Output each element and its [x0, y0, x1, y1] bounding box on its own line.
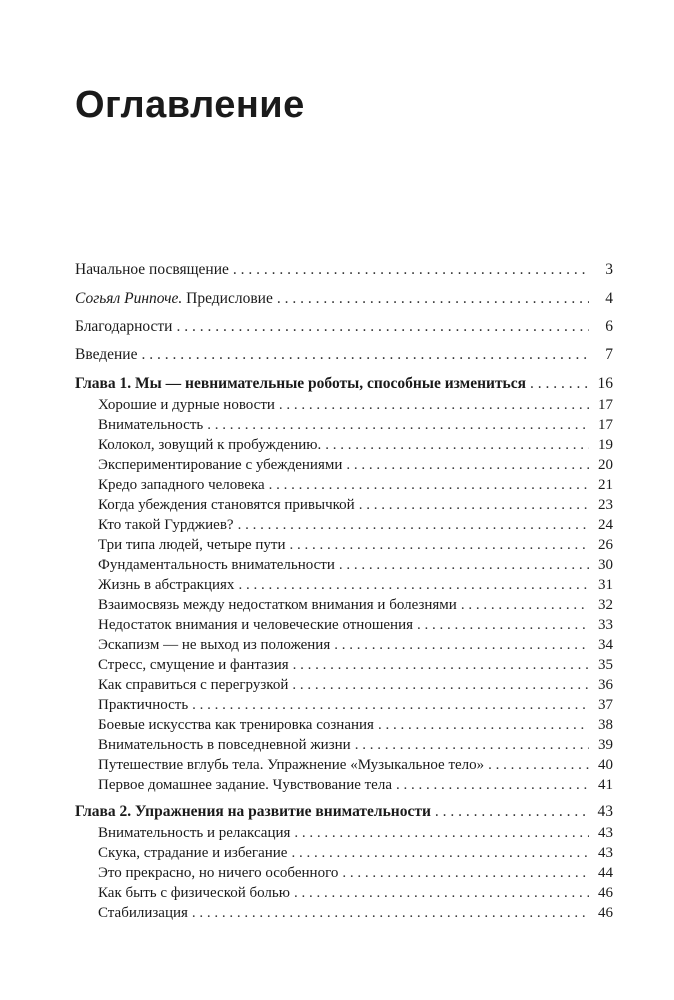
toc-subentry[interactable] [98, 474, 613, 496]
toc-entry-label: Жизнь в абстракциях [98, 577, 235, 593]
toc-entry-label: Скука, страдание и избегание [98, 845, 288, 861]
toc-entry-label [75, 288, 273, 310]
leader-dots [339, 554, 589, 576]
toc-subentry[interactable] [98, 394, 613, 416]
toc-page-number: 32 [598, 597, 613, 613]
toc-page-number: 19 [598, 437, 613, 453]
toc-entry-label: Благодарности [75, 318, 173, 335]
toc-page-number: 31 [598, 577, 613, 593]
leader-dots [207, 414, 589, 436]
toc-entry-label: Колокол, зовущий к пробуждению. [98, 437, 322, 453]
toc-entry-label: Кредо западного человека [98, 477, 265, 493]
toc-entry-label: Взаимосвязь между недостатком внимания и болезнями [98, 597, 457, 613]
toc-page-number: 17 [598, 397, 613, 413]
toc-page-number: 7 [605, 346, 613, 363]
toc-entry-label: Экспериментирование с убеждениями [98, 457, 343, 473]
toc-page-number: 44 [598, 865, 613, 881]
toc-entry-label: Как быть с физической болью [98, 885, 290, 901]
toc-page-number: 20 [598, 457, 613, 473]
toc-entry-preface[interactable] [75, 288, 613, 310]
toc-page-number: 46 [598, 885, 613, 901]
toc-subentry[interactable] [98, 614, 613, 636]
toc-entry-label: Начальное посвящение [75, 261, 229, 278]
leader-dots [461, 594, 589, 616]
toc-subentry[interactable] [98, 634, 613, 656]
leader-dots [334, 634, 589, 656]
toc-page-number: 38 [598, 717, 613, 733]
toc-page-number: 24 [598, 517, 613, 533]
toc-subentry[interactable] [98, 574, 613, 596]
leader-dots [141, 344, 589, 366]
toc-page-number: 43 [598, 825, 613, 841]
toc-entry-label: Практичность [98, 697, 189, 713]
toc-subentry[interactable] [98, 414, 613, 436]
toc-page-number: 43 [597, 803, 613, 820]
toc-entry-label: Фундаментальность внимательности [98, 557, 335, 573]
toc-page-number: 46 [598, 905, 613, 921]
toc-entry-label: Внимательность в повседневной жизни [98, 737, 351, 753]
leader-dots [530, 373, 589, 395]
toc-entry-dedication[interactable] [75, 259, 613, 281]
leader-dots [269, 474, 589, 496]
leader-dots [293, 654, 589, 676]
leader-dots [176, 316, 589, 338]
toc-subentry[interactable] [98, 534, 613, 556]
toc-page-number: 40 [598, 757, 613, 773]
toc-subentry[interactable] [98, 714, 613, 736]
leader-dots [277, 288, 589, 310]
leader-dots [192, 902, 589, 924]
toc-subentry[interactable] [98, 434, 613, 456]
leader-dots [233, 259, 589, 281]
toc-entry-label: Эскапизм — не выход из положения [98, 637, 331, 653]
toc-entry-label: Внимательность и релаксация [98, 825, 291, 841]
toc-entry-acknowledgements[interactable] [75, 316, 613, 338]
toc-page-number: 4 [605, 290, 613, 307]
toc-entry-label: Три типа людей, четыре пути [98, 537, 286, 553]
toc-subentry[interactable] [98, 862, 613, 884]
toc-entry-introduction[interactable] [75, 344, 613, 366]
toc-page-number: 41 [598, 777, 613, 793]
toc-entry-label: Это прекрасно, но ничего особенного [98, 865, 339, 881]
leader-dots [294, 822, 589, 844]
toc-entry-label: Хорошие и дурные новости [98, 397, 275, 413]
toc-page-number: 3 [605, 261, 613, 278]
toc-subentry[interactable] [98, 594, 613, 616]
leader-dots [292, 674, 589, 696]
toc-subentry[interactable] [98, 654, 613, 676]
toc-subentry[interactable] [98, 514, 613, 536]
leader-dots [192, 694, 589, 716]
toc-subentry[interactable] [98, 674, 613, 696]
toc-entry-label: Путешествие вглубь тела. Упражнение «Музыкальное тело» [98, 757, 485, 773]
toc-page-number: 17 [598, 417, 613, 433]
leader-dots [279, 394, 589, 416]
toc-subentry[interactable] [98, 734, 613, 756]
toc-entry-label: Недостаток внимания и человеческие отношения [98, 617, 413, 633]
toc-chapter-1[interactable] [75, 373, 613, 395]
toc-subentry[interactable] [98, 882, 613, 904]
leader-dots [238, 514, 589, 536]
leader-dots [417, 614, 589, 636]
toc-entry-label: Боевые искусства как тренировка сознания [98, 717, 374, 733]
leader-dots [294, 882, 589, 904]
toc-page-number: 21 [598, 477, 613, 493]
leader-dots [291, 842, 589, 864]
toc-subentry[interactable] [98, 754, 613, 776]
leader-dots [342, 862, 589, 884]
leader-dots [435, 801, 589, 823]
toc-entry-label: Стабилизация [98, 905, 188, 921]
toc-entry-label: Стресс, смущение и фантазия [98, 657, 289, 673]
toc-entry-label: Когда убеждения становятся привычкой [98, 497, 355, 513]
toc-page-number: 36 [598, 677, 613, 693]
preface-author: Согьял Ринпоче. [75, 290, 183, 307]
leader-dots [488, 754, 589, 776]
toc-page-number: 30 [598, 557, 613, 573]
page-title: Оглавление [75, 84, 305, 126]
toc-subentry[interactable] [98, 822, 613, 844]
toc-chapter-2[interactable] [75, 801, 613, 823]
toc-page-number: 39 [598, 737, 613, 753]
leader-dots [325, 434, 589, 456]
toc-page-number: 43 [598, 845, 613, 861]
toc-page-number: 35 [598, 657, 613, 673]
toc-entry-label: Введение [75, 346, 138, 363]
toc-page-number: 6 [605, 318, 613, 335]
chapter-title: Глава 2. Упражнения на развитие внимательности [75, 803, 431, 820]
leader-dots [378, 714, 589, 736]
leader-dots [346, 454, 589, 476]
toc-subentry[interactable] [98, 554, 613, 576]
toc-subentry[interactable] [98, 774, 613, 796]
toc-page-number: 23 [598, 497, 613, 513]
toc-subentry[interactable] [98, 902, 613, 924]
toc-subentry[interactable] [98, 494, 613, 516]
leader-dots [290, 534, 590, 556]
toc-subentry[interactable] [98, 842, 613, 864]
leader-dots [355, 734, 589, 756]
toc-subentry[interactable] [98, 694, 613, 716]
toc-subentry[interactable] [98, 454, 613, 476]
chapter-title: Глава 1. Мы — невнимательные роботы, способные измениться [75, 375, 527, 392]
toc-entry-label: Внимательность [98, 417, 204, 433]
toc-page-number: 26 [598, 537, 613, 553]
leader-dots [396, 774, 589, 796]
toc-entry-label: Кто такой Гурджиев? [98, 517, 234, 533]
leader-dots [359, 494, 589, 516]
leader-dots [238, 574, 589, 596]
toc-page-number: 37 [598, 697, 613, 713]
toc-page-number: 33 [598, 617, 613, 633]
preface-label: Предисловие [182, 290, 273, 307]
toc-page-number: 34 [598, 637, 613, 653]
toc-entry-label: Первое домашнее задание. Чувствование тела [98, 777, 392, 793]
toc-page-number: 16 [597, 375, 613, 392]
toc-entry-label: Как справиться с перегрузкой [98, 677, 289, 693]
